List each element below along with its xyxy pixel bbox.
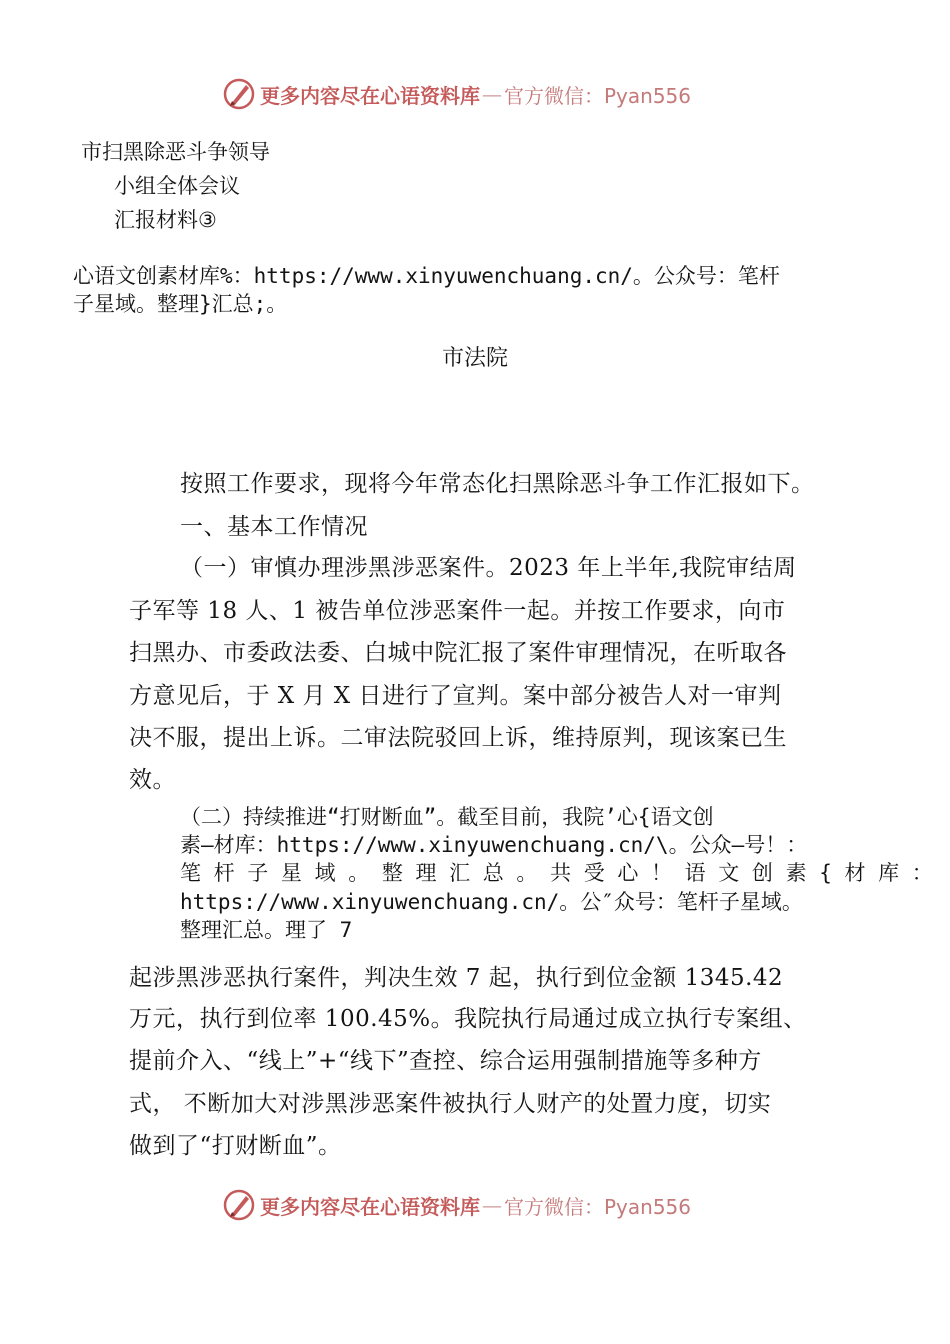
pen-logo-icon (222, 1188, 256, 1222)
source-note-line-2: 子星域。整理}汇总;。 (73, 292, 288, 316)
p1-line-4: 方意见后，于 X 月 X 日进行了宣判。案中部分被告人对一审判 (129, 683, 782, 709)
p1-line-3: 扫黑办、市委政法委、白城中院汇报了案件审理情况，在听取各 (129, 640, 787, 666)
watermark-separator: — (482, 82, 502, 106)
p2-noisy-line-1: （二）持续推进“打财断血”。截至目前，我院’心{语文创 (180, 805, 714, 829)
watermark-main-text: 更多内容尽在心语资料库 (260, 83, 480, 108)
watermark-separator: — (482, 1193, 502, 1217)
footer-watermark (222, 1185, 691, 1225)
p2-line-2: 万元，执行到位率 100.45%。我院执行局通过成立执行专案组、 (129, 1006, 807, 1032)
p2-noisy-line-3: 笔 杆 子 星 域 。 整 理 汇 总 。 共 受 心 ！ 语 文 创 素 { 材 库 ： (180, 861, 933, 885)
p1-line-1: （一）审慎办理涉黑涉恶案件。2023 年上半年,我院审结周 (180, 555, 797, 581)
organization-name: 市法院 (441, 346, 508, 371)
source-note-line-1: 心语文创素材库%：https://www.xinyuwenchuang.cn/。公众号：笔杆 (73, 264, 780, 288)
section-heading: 一、基本工作情况 (180, 514, 368, 540)
title-line-3: 汇报材料③ (114, 208, 217, 232)
p1-line-5: 决不服，提出上诉。二审法院驳回上诉，维持原判，现该案已生 (129, 725, 787, 751)
title-line-1: 市扫黑除恶斗争领导 (81, 140, 270, 164)
p2-line-5: 做到了“打财断血”。 (129, 1133, 342, 1159)
watermark-main-text: 更多内容尽在心语资料库 (260, 1194, 480, 1219)
p1-line-2: 子军等 18 人、1 被告单位涉恶案件一起。并按工作要求，向市 (129, 598, 786, 624)
watermark-wechat-text: 官方微信：Pyan556 (504, 83, 692, 108)
pen-logo-icon (222, 77, 256, 111)
title-line-2: 小组全体会议 (114, 174, 240, 198)
p1-line-6: 效。 (129, 767, 176, 793)
p2-line-4: 式， 不断加大对涉黑涉恶案件被执行人财产的处置力度，切实 (129, 1091, 772, 1117)
p2-line-1: 起涉黑涉恶执行案件，判决生效 7 起，执行到位金额 1345.42 (129, 965, 784, 991)
header-watermark (222, 74, 691, 114)
p2-noisy-line-5: 整理汇总。理了 7 (180, 918, 353, 942)
intro-paragraph: 按照工作要求，现将今年常态化扫黑除恶斗争工作汇报如下。 (180, 471, 815, 497)
p2-noisy-line-2: 素—材库：https://www.xinyuwenchuang.cn/\。公众—号！： (180, 833, 808, 857)
p2-line-3: 提前介入、“线上”+“线下”查控、综合运用强制措施等多种方 (129, 1048, 762, 1074)
p2-noisy-line-4: https://www.xinyuwenchuang.cn/。公″众号：笔杆子星域。 (180, 890, 803, 914)
watermark-wechat-text: 官方微信：Pyan556 (504, 1194, 692, 1219)
